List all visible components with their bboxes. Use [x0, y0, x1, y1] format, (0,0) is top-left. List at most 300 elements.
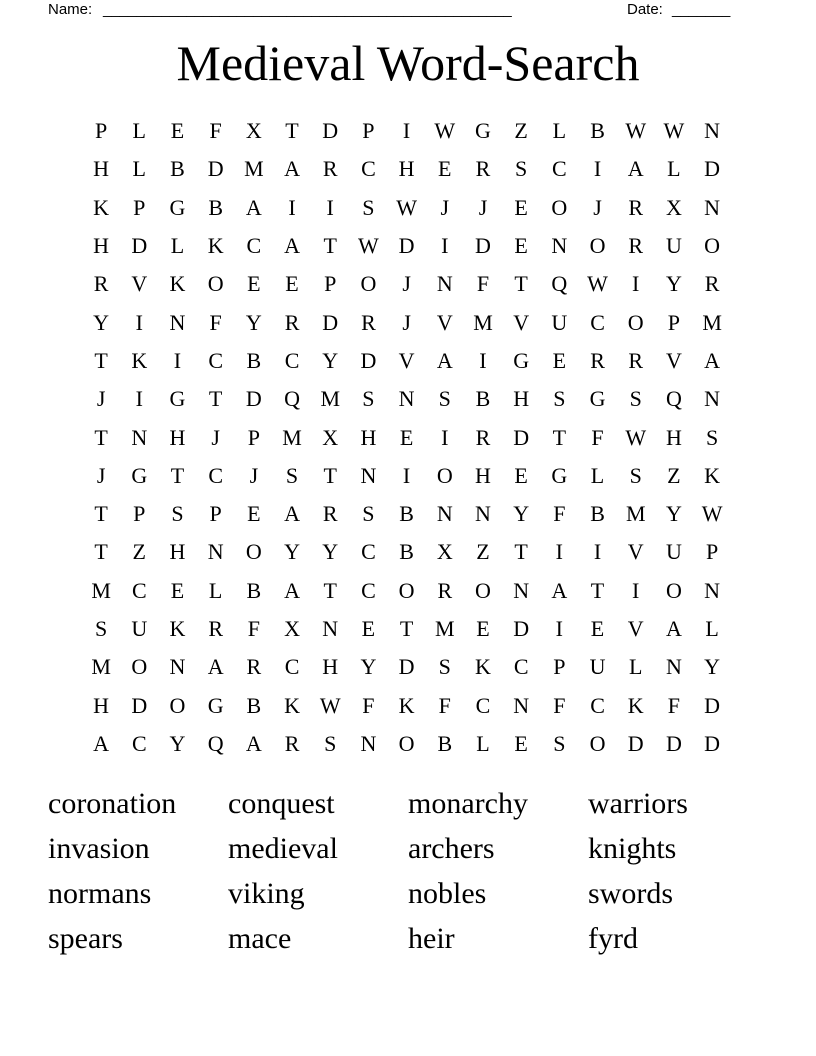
- grid-letter[interactable]: K: [627, 692, 644, 718]
- grid-letter[interactable]: I: [632, 577, 640, 603]
- grid-letter[interactable]: M: [244, 156, 264, 182]
- grid-letter[interactable]: I: [402, 462, 411, 488]
- grid-letter[interactable]: O: [475, 577, 491, 603]
- grid-letter[interactable]: Q: [551, 271, 568, 297]
- grid-letter[interactable]: O: [207, 271, 224, 297]
- grid-letter[interactable]: G: [131, 462, 148, 488]
- grid-letter[interactable]: C: [208, 462, 223, 488]
- grid-letter[interactable]: R: [628, 233, 644, 259]
- grid-letter[interactable]: Y: [665, 271, 682, 297]
- grid-letter[interactable]: K: [93, 194, 110, 220]
- grid-letter[interactable]: W: [625, 424, 647, 450]
- grid-letter[interactable]: D: [665, 730, 682, 756]
- grid-letter[interactable]: L: [208, 577, 223, 603]
- grid-letter[interactable]: V: [513, 309, 530, 335]
- grid-letter[interactable]: N: [322, 616, 339, 641]
- grid-letter[interactable]: H: [398, 156, 415, 182]
- grid-letter[interactable]: B: [475, 386, 491, 412]
- grid-letter[interactable]: C: [590, 692, 605, 718]
- grid-letter[interactable]: T: [323, 577, 337, 603]
- grid-letter[interactable]: X: [284, 616, 300, 641]
- grid-letter[interactable]: M: [625, 501, 646, 527]
- grid-letter[interactable]: C: [361, 156, 376, 182]
- grid-letter[interactable]: P: [667, 309, 681, 335]
- grid-letter[interactable]: N: [475, 501, 491, 527]
- grid-letter[interactable]: C: [284, 347, 300, 373]
- grid-letter[interactable]: I: [135, 386, 143, 412]
- grid-letter[interactable]: N: [704, 577, 721, 603]
- grid-letter[interactable]: D: [322, 309, 339, 335]
- grid-letter[interactable]: Q: [665, 386, 682, 412]
- grid-letter[interactable]: Y: [665, 501, 682, 527]
- grid-letter[interactable]: Y: [322, 539, 339, 565]
- grid-letter[interactable]: T: [323, 462, 337, 488]
- grid-letter[interactable]: G: [475, 118, 491, 144]
- grid-letter[interactable]: P: [247, 424, 260, 450]
- word-list-item: knights: [588, 832, 677, 865]
- grid-letter[interactable]: F: [209, 118, 222, 144]
- grid-letter[interactable]: W: [358, 233, 379, 259]
- grid-letter[interactable]: A: [704, 347, 721, 373]
- grid-letter[interactable]: O: [169, 692, 186, 718]
- grid-letter[interactable]: L: [476, 730, 490, 756]
- grid-letter[interactable]: I: [288, 194, 296, 220]
- grid-letter[interactable]: I: [479, 347, 487, 373]
- grid-letter[interactable]: P: [209, 501, 222, 527]
- grid-letter[interactable]: W: [434, 118, 456, 144]
- grid-letter[interactable]: U: [589, 654, 606, 680]
- grid-letter[interactable]: S: [324, 730, 337, 756]
- grid-letter[interactable]: H: [169, 424, 186, 450]
- grid-letter[interactable]: X: [436, 539, 453, 565]
- grid-letter[interactable]: K: [207, 233, 224, 259]
- grid-letter[interactable]: W: [396, 194, 417, 220]
- grid-letter[interactable]: B: [246, 347, 262, 373]
- grid-letter[interactable]: S: [629, 462, 642, 488]
- grid-letter[interactable]: I: [173, 347, 182, 373]
- grid-letter[interactable]: E: [514, 194, 528, 220]
- grid-letter[interactable]: W: [319, 692, 341, 718]
- grid-letter[interactable]: P: [133, 501, 146, 527]
- grid-letter[interactable]: T: [514, 539, 528, 565]
- grid-letter[interactable]: I: [135, 309, 143, 335]
- grid-letter[interactable]: B: [246, 692, 262, 718]
- grid-letter[interactable]: Y: [513, 501, 530, 527]
- grid-letter[interactable]: Y: [360, 654, 377, 680]
- grid-letter[interactable]: O: [131, 654, 148, 680]
- grid-letter[interactable]: I: [555, 616, 563, 641]
- grid-letter[interactable]: T: [94, 539, 108, 565]
- grid-letter[interactable]: K: [704, 462, 721, 488]
- grid-letter[interactable]: S: [629, 386, 642, 412]
- grid-letter[interactable]: B: [590, 501, 605, 527]
- grid-letter[interactable]: I: [555, 539, 563, 565]
- grid-letter[interactable]: J: [211, 424, 220, 450]
- grid-letter[interactable]: N: [513, 692, 530, 718]
- grid-letter[interactable]: D: [398, 654, 415, 680]
- grid-letter[interactable]: D: [475, 233, 491, 259]
- grid-letter[interactable]: P: [133, 194, 146, 220]
- grid-letter[interactable]: C: [513, 654, 529, 680]
- word-list-item: mace: [228, 922, 292, 955]
- grid-letter[interactable]: J: [402, 309, 411, 335]
- grid-letter[interactable]: Y: [245, 309, 262, 335]
- name-label: Name:: [48, 1, 93, 18]
- grid-letter[interactable]: N: [131, 424, 148, 450]
- grid-letter[interactable]: K: [169, 616, 186, 641]
- grid-letter[interactable]: O: [704, 233, 721, 259]
- grid-letter[interactable]: E: [590, 616, 605, 641]
- grid-letter[interactable]: D: [131, 233, 148, 259]
- grid-letter[interactable]: I: [326, 194, 334, 220]
- grid-letter[interactable]: M: [91, 654, 111, 680]
- grid-letter[interactable]: A: [284, 233, 300, 259]
- grid-letter[interactable]: Z: [132, 539, 146, 565]
- grid-letter[interactable]: H: [93, 156, 110, 182]
- grid-letter[interactable]: T: [514, 271, 528, 297]
- grid-letter[interactable]: Y: [322, 347, 339, 373]
- grid-letter[interactable]: O: [436, 462, 453, 488]
- grid-letter[interactable]: S: [438, 654, 451, 680]
- grid-letter[interactable]: N: [360, 730, 377, 756]
- grid-letter[interactable]: D: [704, 156, 721, 182]
- grid-letter[interactable]: N: [398, 386, 415, 412]
- grid-letter[interactable]: Z: [514, 118, 528, 144]
- grid-letter[interactable]: A: [284, 501, 300, 527]
- grid-letter[interactable]: E: [170, 577, 185, 603]
- grid-letter[interactable]: M: [282, 424, 302, 450]
- grid-letter[interactable]: E: [361, 616, 376, 641]
- grid-letter[interactable]: F: [667, 692, 681, 718]
- grid-letter[interactable]: N: [704, 118, 721, 144]
- grid-letter[interactable]: Y: [704, 654, 721, 680]
- grid-letter[interactable]: F: [438, 692, 451, 718]
- grid-letter[interactable]: C: [131, 577, 147, 603]
- grid-letter[interactable]: A: [245, 194, 262, 220]
- grid-letter[interactable]: O: [551, 194, 568, 220]
- grid-letter[interactable]: I: [441, 424, 449, 450]
- grid-letter[interactable]: E: [514, 233, 528, 259]
- grid-letter[interactable]: K: [475, 654, 491, 680]
- grid-letter[interactable]: T: [285, 118, 299, 144]
- grid-letter[interactable]: Y: [169, 730, 186, 756]
- grid-letter[interactable]: V: [398, 347, 415, 373]
- grid-letter[interactable]: J: [96, 462, 106, 488]
- date-field[interactable]: _______: [672, 1, 731, 18]
- name-field[interactable]: _________________________________________________: [103, 1, 512, 18]
- grid-letter[interactable]: E: [170, 118, 185, 144]
- grid-letter[interactable]: J: [249, 462, 259, 488]
- grid-letter[interactable]: G: [551, 462, 568, 488]
- grid-letter[interactable]: A: [436, 347, 453, 373]
- grid-letter[interactable]: Q: [284, 386, 300, 412]
- grid-letter[interactable]: R: [475, 156, 491, 182]
- grid-letter[interactable]: H: [513, 386, 530, 412]
- grid-letter[interactable]: C: [246, 233, 262, 259]
- grid-letter[interactable]: R: [246, 654, 262, 680]
- grid-letter[interactable]: I: [441, 233, 449, 259]
- grid-letter[interactable]: N: [704, 194, 721, 220]
- grid-letter[interactable]: D: [245, 386, 262, 412]
- grid-letter[interactable]: U: [665, 539, 682, 565]
- grid-letter[interactable]: Q: [207, 730, 224, 756]
- grid-letter[interactable]: R: [437, 577, 453, 603]
- grid-letter[interactable]: W: [701, 501, 723, 527]
- grid-letter[interactable]: L: [628, 654, 643, 680]
- grid-letter[interactable]: S: [553, 730, 566, 756]
- grid-letter[interactable]: E: [247, 271, 261, 297]
- grid-letter[interactable]: B: [170, 156, 185, 182]
- grid-letter[interactable]: A: [93, 730, 110, 756]
- grid-letter[interactable]: I: [632, 271, 640, 297]
- grid-letter[interactable]: T: [208, 386, 223, 412]
- grid-letter[interactable]: S: [515, 156, 528, 182]
- grid-letter[interactable]: R: [284, 309, 300, 335]
- grid-letter[interactable]: Z: [476, 539, 490, 565]
- grid-letter[interactable]: O: [245, 539, 262, 565]
- grid-letter[interactable]: L: [132, 156, 146, 182]
- grid-letter[interactable]: R: [361, 309, 376, 335]
- grid-letter[interactable]: N: [360, 462, 377, 488]
- grid-letter[interactable]: O: [398, 730, 415, 756]
- grid-letter[interactable]: V: [436, 309, 453, 335]
- grid-letter[interactable]: W: [587, 271, 608, 297]
- grid-letter[interactable]: E: [399, 424, 414, 450]
- grid-letter[interactable]: T: [94, 424, 108, 450]
- grid-letter[interactable]: B: [246, 577, 262, 603]
- word-list-item: monarchy: [408, 787, 528, 820]
- grid-row: [82, 610, 732, 648]
- grid-letter[interactable]: O: [627, 309, 644, 335]
- grid-letter[interactable]: E: [285, 271, 299, 297]
- grid-letter[interactable]: V: [665, 347, 682, 373]
- grid-letter[interactable]: T: [94, 501, 108, 527]
- grid-letter[interactable]: V: [627, 616, 644, 641]
- grid-letter[interactable]: P: [94, 118, 108, 144]
- grid-letter[interactable]: B: [208, 194, 223, 220]
- grid-letter[interactable]: N: [704, 386, 721, 412]
- grid-letter[interactable]: S: [553, 386, 566, 412]
- grid-letter[interactable]: B: [399, 501, 414, 527]
- grid-letter[interactable]: B: [590, 118, 605, 144]
- grid-letter[interactable]: L: [590, 462, 605, 488]
- grid-letter[interactable]: U: [665, 233, 682, 259]
- grid-letter[interactable]: G: [513, 347, 530, 373]
- grid-letter[interactable]: G: [207, 692, 224, 718]
- grid-letter[interactable]: N: [551, 233, 568, 259]
- grid-letter[interactable]: M: [435, 616, 455, 641]
- grid-letter[interactable]: T: [323, 233, 337, 259]
- grid-letter[interactable]: E: [514, 462, 528, 488]
- grid-letter[interactable]: C: [361, 577, 376, 603]
- grid-letter[interactable]: C: [475, 692, 491, 718]
- grid-letter[interactable]: H: [360, 424, 377, 450]
- grid-letter[interactable]: E: [247, 501, 261, 527]
- grid-letter[interactable]: C: [361, 539, 376, 565]
- grid-letter[interactable]: X: [322, 424, 339, 450]
- grid-letter[interactable]: O: [360, 271, 377, 297]
- grid-letter[interactable]: J: [96, 386, 106, 412]
- grid-letter[interactable]: M: [702, 309, 722, 335]
- grid-letter[interactable]: Y: [284, 539, 300, 565]
- grid-letter[interactable]: R: [284, 730, 300, 756]
- grid-letter[interactable]: F: [362, 692, 375, 718]
- grid-letter[interactable]: K: [398, 692, 415, 718]
- grid-letter[interactable]: S: [171, 501, 184, 527]
- grid-letter[interactable]: L: [552, 118, 567, 144]
- grid-letter[interactable]: M: [473, 309, 493, 335]
- grid-letter[interactable]: H: [475, 462, 491, 488]
- grid-letter[interactable]: N: [169, 654, 186, 680]
- grid-letter[interactable]: P: [324, 271, 337, 297]
- grid-letter[interactable]: N: [436, 501, 453, 527]
- grid-letter[interactable]: W: [625, 118, 647, 144]
- grid-letter[interactable]: K: [169, 271, 186, 297]
- grid-letter[interactable]: H: [93, 233, 110, 259]
- grid-letter[interactable]: T: [590, 577, 605, 603]
- grid-letter[interactable]: U: [131, 616, 148, 641]
- grid-letter[interactable]: D: [131, 692, 148, 718]
- grid-letter[interactable]: M: [91, 577, 111, 603]
- grid-letter[interactable]: R: [322, 501, 338, 527]
- grid-letter[interactable]: D: [513, 616, 530, 641]
- grid-letter[interactable]: S: [94, 616, 108, 641]
- word-list: [48, 781, 768, 961]
- grid-letter[interactable]: S: [362, 194, 375, 220]
- grid-letter[interactable]: C: [284, 654, 300, 680]
- grid-letter[interactable]: A: [284, 156, 300, 182]
- grid-letter[interactable]: E: [476, 616, 490, 641]
- grid-letter[interactable]: O: [589, 233, 606, 259]
- grid-letter[interactable]: L: [667, 156, 681, 182]
- grid-letter[interactable]: A: [627, 156, 644, 182]
- grid-letter[interactable]: N: [665, 654, 682, 680]
- word-list-item: viking: [228, 877, 305, 910]
- grid-letter[interactable]: R: [628, 194, 644, 220]
- grid-letter[interactable]: S: [285, 462, 299, 488]
- grid-letter[interactable]: O: [665, 577, 682, 603]
- grid-letter[interactable]: S: [438, 386, 451, 412]
- grid-letter[interactable]: E: [514, 730, 528, 756]
- grid-letter[interactable]: D: [704, 730, 721, 756]
- grid-letter[interactable]: N: [207, 539, 224, 565]
- grid-letter[interactable]: H: [322, 654, 339, 680]
- page-title: Medieval Word-Search: [176, 35, 640, 91]
- grid-letter[interactable]: S: [362, 386, 375, 412]
- grid-letter[interactable]: I: [593, 156, 602, 182]
- grid-letter[interactable]: J: [593, 194, 602, 220]
- grid-letter[interactable]: U: [551, 309, 568, 335]
- grid-letter[interactable]: J: [478, 194, 488, 220]
- grid-letter[interactable]: C: [590, 309, 605, 335]
- grid-letter[interactable]: F: [591, 424, 604, 450]
- grid-letter[interactable]: E: [438, 156, 452, 182]
- grid-letter[interactable]: I: [593, 539, 602, 565]
- grid-letter[interactable]: D: [704, 692, 721, 718]
- grid-letter[interactable]: P: [553, 654, 566, 680]
- grid-letter[interactable]: R: [590, 347, 605, 373]
- grid-letter[interactable]: C: [131, 730, 147, 756]
- grid-letter[interactable]: K: [131, 347, 148, 373]
- grid-letter[interactable]: A: [551, 577, 568, 603]
- grid-letter[interactable]: C: [208, 347, 223, 373]
- grid-letter[interactable]: J: [402, 271, 411, 297]
- grid-letter[interactable]: A: [207, 654, 224, 680]
- grid-letter[interactable]: R: [704, 271, 720, 297]
- grid-letter[interactable]: J: [440, 194, 450, 220]
- grid-letter[interactable]: B: [437, 730, 453, 756]
- grid-letter[interactable]: T: [399, 616, 414, 641]
- grid-letter[interactable]: D: [398, 233, 415, 259]
- grid-letter[interactable]: A: [245, 730, 262, 756]
- grid-letter[interactable]: G: [589, 386, 606, 412]
- grid-letter[interactable]: E: [552, 347, 567, 373]
- grid-letter[interactable]: D: [513, 424, 530, 450]
- grid-letter[interactable]: H: [665, 424, 682, 450]
- grid-letter[interactable]: A: [665, 616, 682, 641]
- grid-letter[interactable]: F: [209, 309, 222, 335]
- grid-letter[interactable]: R: [628, 347, 644, 373]
- grid-letter[interactable]: N: [513, 577, 530, 603]
- grid-letter[interactable]: D: [322, 118, 339, 144]
- grid-letter[interactable]: N: [169, 309, 186, 335]
- grid-letter[interactable]: O: [398, 577, 415, 603]
- grid-letter[interactable]: R: [475, 424, 491, 450]
- grid-letter[interactable]: W: [663, 118, 685, 144]
- grid-letter[interactable]: H: [93, 692, 110, 718]
- grid-letter[interactable]: M: [320, 386, 340, 412]
- grid-letter[interactable]: B: [399, 539, 414, 565]
- grid-letter[interactable]: D: [207, 156, 224, 182]
- grid-letter[interactable]: O: [589, 730, 606, 756]
- grid-letter[interactable]: R: [322, 156, 338, 182]
- grid-letter[interactable]: T: [94, 347, 108, 373]
- grid-letter[interactable]: V: [627, 539, 644, 565]
- grid-letter[interactable]: A: [284, 577, 300, 603]
- grid-letter[interactable]: T: [170, 462, 185, 488]
- grid-letter[interactable]: D: [360, 347, 377, 373]
- grid-letter[interactable]: D: [627, 730, 644, 756]
- grid-letter[interactable]: R: [208, 616, 223, 641]
- grid-letter[interactable]: X: [245, 118, 262, 144]
- grid-letter[interactable]: V: [131, 271, 148, 297]
- grid-letter[interactable]: T: [552, 424, 567, 450]
- grid-letter[interactable]: F: [476, 271, 490, 297]
- grid-letter[interactable]: S: [362, 501, 375, 527]
- grid-letter[interactable]: R: [93, 271, 109, 297]
- grid-letter[interactable]: I: [402, 118, 411, 144]
- grid-letter[interactable]: X: [665, 194, 682, 220]
- grid-letter[interactable]: L: [170, 233, 185, 259]
- grid-letter[interactable]: Z: [667, 462, 681, 488]
- grid-letter[interactable]: F: [553, 501, 566, 527]
- grid-letter[interactable]: L: [705, 616, 719, 641]
- grid-letter[interactable]: S: [705, 424, 719, 450]
- grid-letter[interactable]: H: [169, 539, 186, 565]
- grid-letter[interactable]: C: [552, 156, 567, 182]
- grid-letter[interactable]: F: [553, 692, 566, 718]
- grid-letter[interactable]: K: [284, 692, 300, 718]
- grid-letter[interactable]: P: [362, 118, 375, 144]
- grid-row: [82, 457, 732, 495]
- grid-letter[interactable]: F: [247, 616, 260, 641]
- grid-letter[interactable]: N: [436, 271, 453, 297]
- grid-letter[interactable]: G: [169, 386, 186, 412]
- grid-letter[interactable]: G: [169, 194, 186, 220]
- grid-letter[interactable]: L: [132, 118, 146, 144]
- grid-letter[interactable]: Y: [93, 309, 110, 335]
- grid-letter[interactable]: P: [705, 539, 719, 565]
